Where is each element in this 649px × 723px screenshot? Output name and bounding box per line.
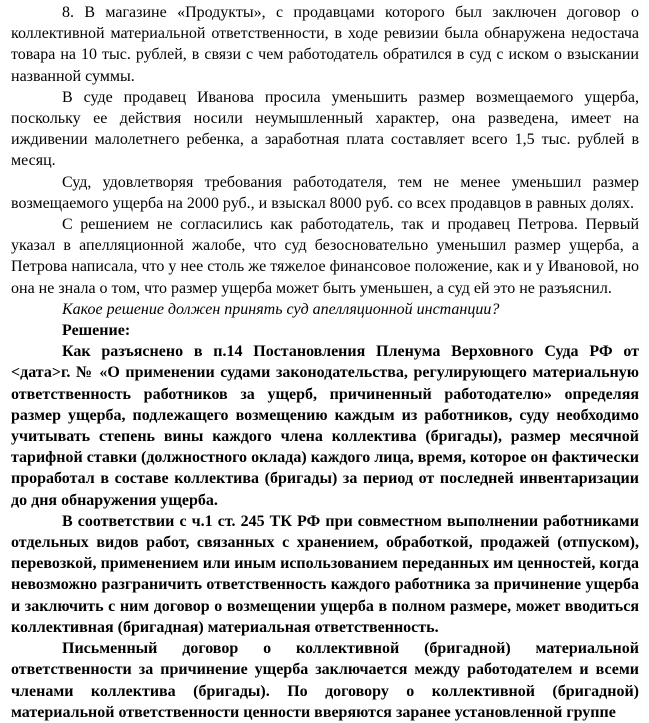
solution-paragraph-2: В соответствии с ч.1 ст. 245 ТК РФ при совместном выполнении работниками отдельных видов работ, связанных с хранением, обработкой, продажей (отпуском), перевозкой, применением или иным использованием переданных им ценностей, когда невозможно разграничить ответственность каждого работника за причинение ущерба и заключить с ним договор о возмещении ущерба в полном размере, может вводиться коллективная (бригадная) материальная ответственность. — [11, 512, 639, 636]
solution-paragraph-3: Письменный договор о коллективной (бригадной) материальной ответственности за причинение ущерба заключается между работодателем и всеми членами коллектива (бригады). По договору о коллективной (бригадной) материальной ответственности ценности вверяются заранее установленной группе — [11, 640, 639, 721]
solution-heading: Решение: — [62, 322, 131, 340]
task-paragraph-2: В суде продавец Иванова просила уменьшить размер возмещаемого ущерба, поскольку ее действия носили неумышленный характер, она разведена, имеет на иждивении малолетнего ребенка, а заработная плата составляет всего 1,5 тыс. рублей в месяц. — [11, 88, 639, 170]
task-paragraph-4: С решением не согласились как работодатель, так и продавец Петрова. Первый указал в апелляционной жалобе, что суд безосновательно уменьшил размер ущерба, а Петрова написала, что у нее столь же тяжелое финансовое положение, как и у Ивановой, но она не знала о том, что размер ущерба может быть уменьшен, а суд ей это не разъяснил. — [11, 216, 639, 297]
task-paragraph-3: Суд, удовлетворяя требования работодателя, тем не менее уменьшил размер возмещаемого ущерба на 2000 руб., и взыскал 8000 руб. со всех продавцов в равных долях. — [11, 173, 639, 212]
solution-paragraph-1: Как разъяснено в п.14 Постановления Пленума Верховного Суда РФ от <дата>г. № «О применении судами законодательства, регулирующего материальную ответственность работников за ущерб, причиненный работодателю» определяя размер ущерба, подлежащего возмещению каждым из работников, суду необходимо учитывать степень вины каждого члена коллектива (бригады), размер месячной тарифной ставки (должностного оклада) каждого лица, время, которое он фактически проработал в составе коллектива (бригады) за период от последней инвентаризации до дня обнаружения ущерба. — [11, 343, 639, 509]
document-page — [0, 2, 649, 723]
task-paragraph-1: 8. В магазине «Продукты», с продавцами которого был заключен договор о коллективной материальной ответственности, в ходе ревизии была обнаружена недостача товара на 10 тыс. рублей, в связи с чем работодатель обратился в суд с иском о взыскании названной суммы. — [11, 4, 639, 85]
task-question: Какое решение должен принять суд апелляционной инстанции? — [62, 300, 500, 318]
